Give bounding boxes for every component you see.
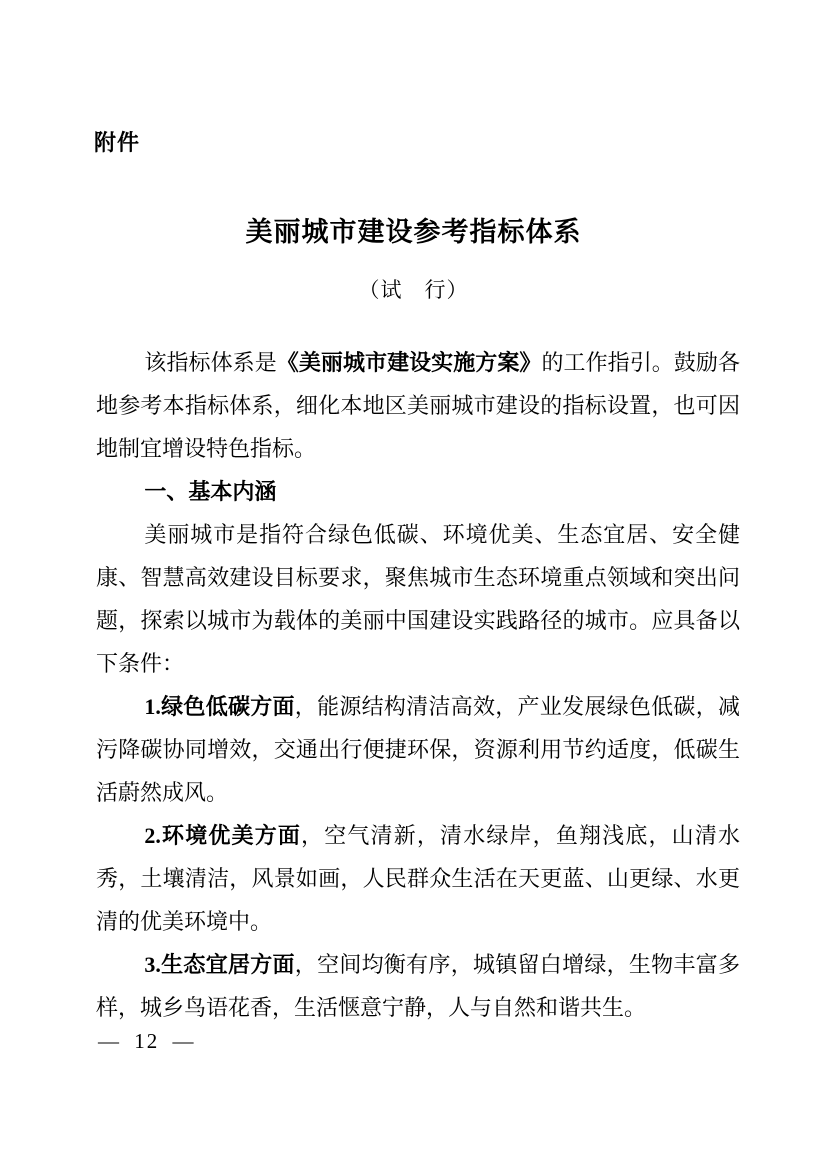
document-subtitle: （试 行）: [358, 278, 469, 302]
page-number: — 12 —: [98, 1029, 196, 1053]
document-title: 美丽城市建设参考指标体系: [245, 217, 582, 247]
list-item-eco-livable: [96, 943, 740, 1029]
book-title: 《美丽城市建设实施方案》: [276, 350, 542, 375]
section-heading: 一、基本内涵: [144, 479, 277, 504]
intro-text-pre: 该指标体系是: [144, 350, 277, 375]
list-item-text: ，能源结构清洁高效，产业发展绿色低碳，减污降碳协同增效，交通出行便捷环保，资源利用节约适度，低碳生活蔚然成风。: [96, 694, 740, 805]
list-item-lead: 1.绿色低碳方面: [144, 694, 295, 719]
list-item-lead: 3.生态宜居方面: [144, 952, 295, 977]
document-body: [96, 341, 740, 1029]
intro-paragraph: [96, 341, 740, 470]
attachment-label: 附件: [94, 130, 141, 155]
list-item-text: ，空间均衡有序，城镇留白增绿，生物丰富多样，城乡鸟语花香，生活惬意宁静，人与自然和谐共生。: [96, 952, 740, 1020]
intro-text-post: 的工作指引。鼓励各地参考本指标体系，细化本地区美丽城市建设的指标设置，也可因地制宜增设特色指标。: [96, 350, 740, 461]
list-item-text: ，空气清新，清水绿岸，鱼翔浅底，山清水秀，土壤清洁，风景如画，人民群众生活在天更蓝、山更绿、水更清的优美环境中。: [96, 823, 740, 934]
section-definition-paragraph: 美丽城市是指符合绿色低碳、环境优美、生态宜居、安全健康、智慧高效建设目标要求，聚焦城市生态环境重点领域和突出问题，探索以城市为载体的美丽中国建设实践路径的城市。应具备以下条件：: [96, 522, 740, 676]
list-item-lead: 2.环境优美方面: [144, 823, 302, 848]
list-item-beautiful-environment: [96, 814, 740, 943]
list-item-green-low-carbon: [96, 685, 740, 814]
